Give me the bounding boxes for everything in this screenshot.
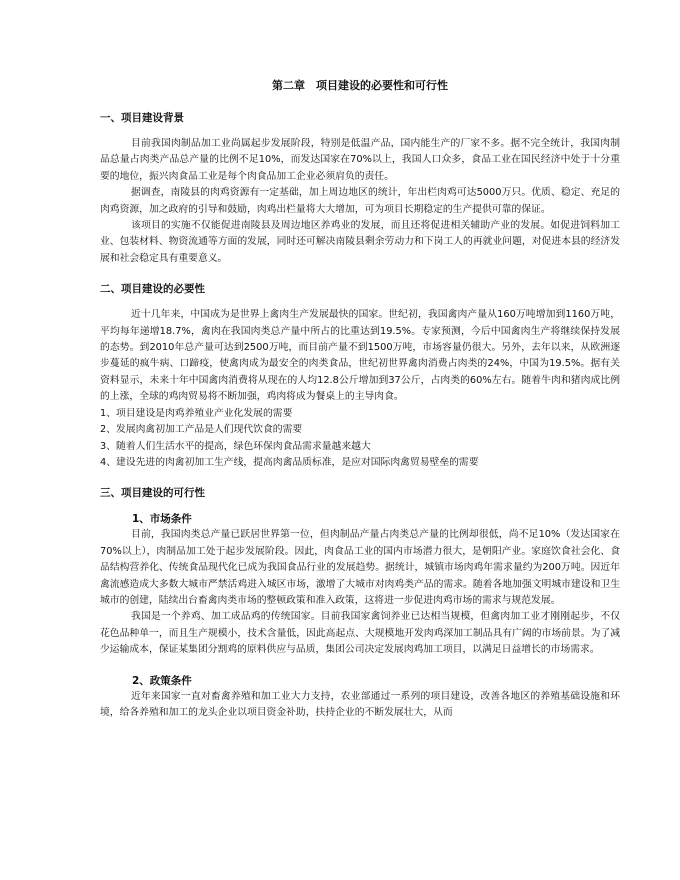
document-page xyxy=(100,78,620,721)
paragraph: 该项目的实施不仅能促进南陵县及周边地区养鸡业的发展，而且还将促进相关辅助产业的发展。如促进饲料加工业、包装材料、物资流通等方面的发展，同时还可解决南陵县剩余劳动力和下岗工人的再就业问题，对促进本县的经济发展和社会稳定具有重要意义。 xyxy=(100,220,620,264)
section-background xyxy=(100,136,620,267)
paragraph: 目前我国肉制品加工业尚属起步发展阶段，特别是低温产品，国内能生产的厂家不多。据不完全统计，我国肉制品总量占肉类产品总产量的比例不足10%，而发达国家在70%以上，我国人口众多，食品工业在国民经济中处于十分重要的地位，振兴肉食品工业是每个肉食品加工企业必须肩负的责任。 xyxy=(100,138,620,182)
section-feasibility xyxy=(100,511,620,721)
subsection-heading-market: 1、市场条件 xyxy=(132,513,192,526)
subsection-heading-policy: 2、政策条件 xyxy=(132,674,192,687)
list-item: 4、建设先进的肉禽初加工生产线，提高肉禽品质标准，是应对国际肉禽贸易壁垒的需要 xyxy=(100,456,479,468)
list-item: 3、随着人们生活水平的提高，绿色环保肉食品需求量越来越大 xyxy=(100,440,371,452)
list-item: 1、项目建设是肉鸡养殖业产业化发展的需要 xyxy=(100,407,293,419)
paragraph: 近年来国家一直对畜禽养殖和加工业大力支持，农业部通过一系列的项目建设，改善各地区的养殖基础设施和环境，给各养殖和加工的龙头企业以项目资金补助，扶持企业的不断发展壮大，从而 xyxy=(100,690,620,718)
paragraph: 我国是一个养鸡、加工成品鸡的传统国家。目前我国家禽饲养业已达相当规模，但禽肉加工业才刚刚起步，不仅花色品种单一，而且生产规模小，技术含量低，因此高起点、大规模地开发肉鸡深加工制品具有广阔的市场前景。为了减少运输成本，保证某集团分割鸡的原料供应与品质，集团公司决定发展肉鸡加工项目，以满足日益增长的市场需求。 xyxy=(100,611,620,656)
paragraph: 近十几年来，中国成为是世界上禽肉生产发展最快的国家。世纪初，我国禽肉产量从160万吨增加到1160万吨，平均每年递增18.7%，禽肉在我国肉类总产量中所占的比重达到19.5%。专家预测，今后中国禽肉生产将继续保持发展的态势。到2010年总产量可达到2500万吨，而目前产量不到1500万吨，市场容量仍很大。另外，去年以来，从欧洲逐步蔓延的疯牛病、口蹄疫，使禽肉成为最安全的肉类食品，世纪初世界禽肉消费占肉类的24%，中国为19.5%。据有关资料显示，未来十年中国禽肉消费将从现在的人均12.8公斤增加到37公斤，占肉类的60%左右。随着牛肉和猪肉成比例的上涨，全球的鸡肉贸易将不断加强，鸡肉将成为餐桌上的主导肉食。 xyxy=(100,309,620,403)
section-heading-necessity: 二、项目建设的必要性 xyxy=(100,283,205,296)
subsection-market xyxy=(100,527,620,658)
paragraph: 目前，我国肉类总产量已跃居世界第一位，但肉制品产量占肉类总产量的比例却很低，尚不足10%（发达国家在70%以上），肉制品加工处于起步发展阶段。因此，肉食品工业的国内市场潜力很大，是朝阳产业。家庭饮食社会化、食品结构营养化、传统食品现代化已成为我国食品行业的发展趋势。据统计，城镇市场肉鸡年需求量约为200万吨。因近年禽流感造成大多数大城市严禁活鸡进入城区市场，激增了大城市对肉鸡类产品的需求。随着各地加强文明城市建设和卫生城市的创建，陆续出台畜禽肉类市场的整顿政策和准入政策，这将进一步促进肉鸡市场的需求与规范发展。 xyxy=(100,529,620,606)
list-item: 2、发展肉禽初加工产品是人们现代饮食的需要 xyxy=(100,424,303,436)
paragraph: 据调查，南陵县的肉鸡资源有一定基础，加上周边地区的统计，年出栏肉鸡可达5000万只。优质、稳定、充足的肉鸡资源，加之政府的引导和鼓励，肉鸡出栏量将大大增加，可为项目长期稳定的生产提供可靠的保证。 xyxy=(100,187,620,215)
section-heading-feasibility: 三、项目建设的可行性 xyxy=(100,487,205,500)
chapter-title: 第二章 项目建设的必要性和可行性 xyxy=(272,79,448,92)
section-heading-background: 一、项目建设背景 xyxy=(100,112,184,124)
section-necessity xyxy=(100,307,620,471)
necessity-list xyxy=(100,406,620,472)
